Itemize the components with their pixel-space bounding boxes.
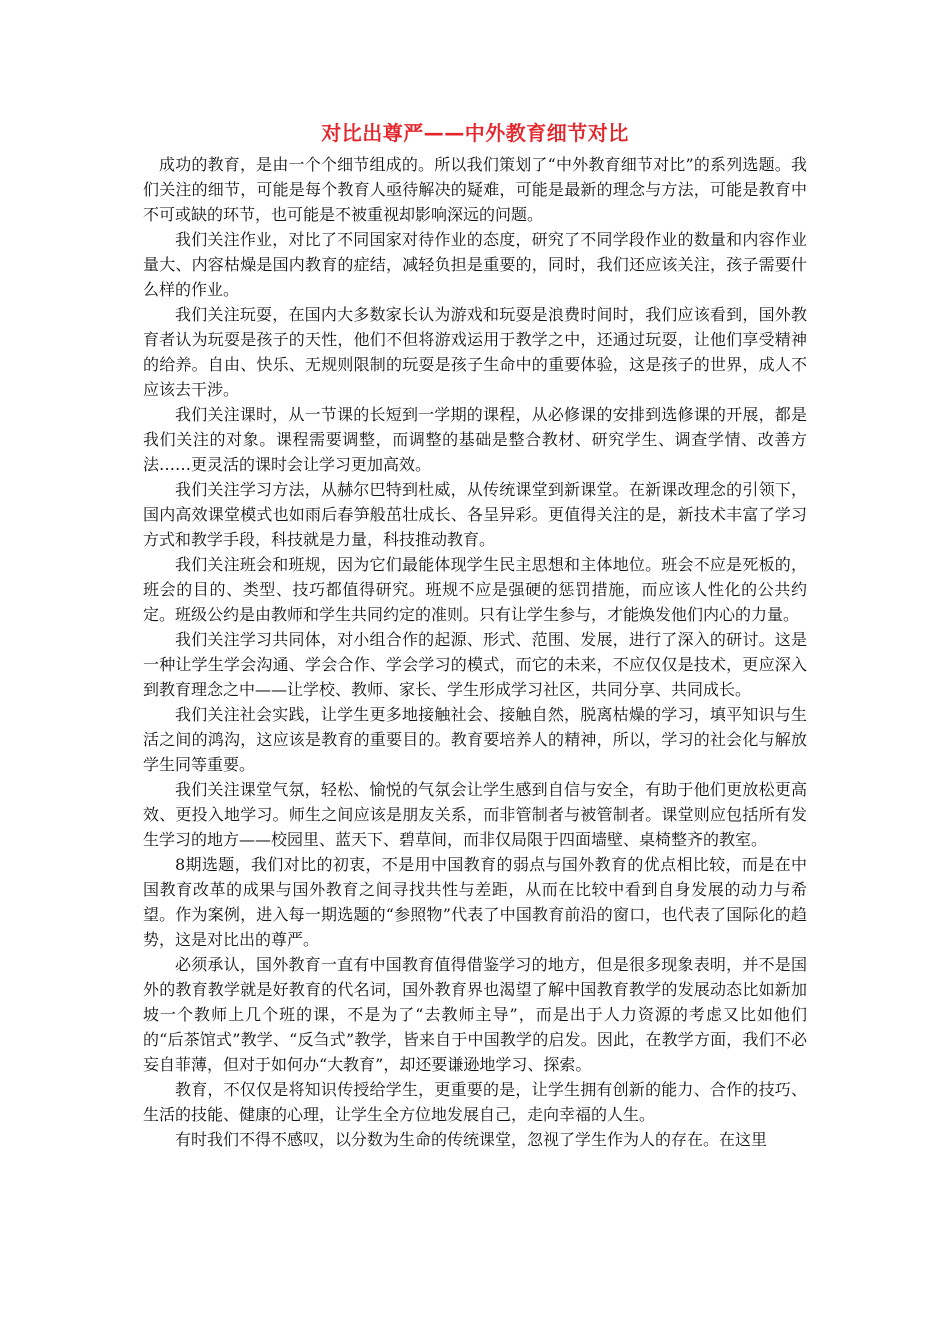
paragraph-7: 我们关注学习共同体，对小组合作的起源、形式、范围、发展，进行了深入的研讨。这是一种让学生学会沟通、学会合作、学会学习的模式，而它的未来，不应仅仅是技术，更应深入到教育理念之中——让学校、教师、家长、学生形成学习社区，共同分享、共同成长。 (143, 630, 807, 699)
paragraph-13: 有时我们不得不感叹，以分数为生命的传统课堂，忽视了学生作为人的存在。在这里 (175, 1130, 768, 1149)
paragraph-3: 我们关注玩耍，在国内大多数家长认为游戏和玩耍是浪费时间时，我们应该看到，国外教育者认为玩耍是孩子的天性，他们不但将游戏运用于教学之中，还通过玩耍，让他们享受精神的给养。自由、快乐、无规则限制的玩耍是孩子生命中的重要体验，这是孩子的世界，成人不应该去干涉。 (143, 305, 807, 399)
paragraph-11: 必须承认，国外教育一直有中国教育值得借鉴学习的地方，但是很多现象表明，并不是国外的教育教学就是好教育的代名词，国外教育界也渴望了解中国教育教学的发展动态比如新加坡一个教师上几个班的课，不是为了“去教师主导”，而是出于人力资源的考虑又比如他们的“后茶馆式”教学、“反刍式”教学，皆来自于中国教学的启发。因此，在教学方面，我们不必妄自菲薄，但对于如何办“大教育”，却还要谦逊地学习、探索。 (143, 955, 807, 1074)
paragraph-1: 成功的教育，是由一个个细节组成的。所以我们策划了“中外教育细节对比”的系列选题。我们关注的细节，可能是每个教育人亟待解决的疑难，可能是最新的理念与方法，可能是教育中不可或缺的环节，也可能是不被重视却影响深远的问题。 (143, 155, 807, 224)
paragraph-9: 我们关注课堂气氛，轻松、愉悦的气氛会让学生感到自信与安全，有助于他们更放松更高效、更投入地学习。师生之间应该是朋友关系，而非管制者与被管制者。课堂则应包括所有发生学习的地方——校园里、蓝天下、碧草间，而非仅局限于四面墙壁、桌椅整齐的教室。 (143, 780, 807, 849)
document-title: 对比出尊严——中外教育细节对比 (321, 121, 629, 145)
paragraph-10: 8期选题，我们对比的初衷，不是用中国教育的弱点与国外教育的优点相比较，而是在中国教育改革的成果与国外教育之间寻找共性与差距，从而在比较中看到自身发展的动力与希望。作为案例，进入每一期选题的“参照物”代表了中国教育前沿的窗口，也代表了国际化的趋势，这是对比出的尊严。 (143, 855, 807, 949)
paragraph-4: 我们关注课时，从一节课的长短到一学期的课程，从必修课的安排到选修课的开展，都是我们关注的对象。课程需要调整，而调整的基础是整合教材、研究学生、调查学情、改善方法……更灵活的课时会让学习更加高效。 (143, 405, 807, 474)
paragraph-5: 我们关注学习方法，从赫尔巴特到杜威，从传统课堂到新课堂。在新课改理念的引领下，国内高效课堂模式也如雨后春笋般茁壮成长、各呈异彩。更值得关注的是，新技术丰富了学习方式和教学手段，科技就是力量，科技推动教育。 (143, 480, 807, 549)
paragraph-6: 我们关注班会和班规，因为它们最能体现学生民主思想和主体地位。班会不应是死板的，班会的目的、类型、技巧都值得研究。班规不应是强硬的惩罚措施，而应该人性化的公共约定。班级公约是由教师和学生共同约定的准则。只有让学生参与，才能焕发他们内心的力量。 (143, 555, 807, 624)
paragraph-8: 我们关注社会实践，让学生更多地接触社会、接触自然，脱离枯燥的学习，填平知识与生活之间的鸿沟，这应该是教育的重要目的。教育要培养人的精神，所以，学习的社会化与解放学生同等重要。 (143, 705, 807, 774)
document-page (143, 120, 807, 1152)
paragraph-2: 我们关注作业，对比了不同国家对待作业的态度，研究了不同学段作业的数量和内容作业量大、内容枯燥是国内教育的症结，减轻负担是重要的，同时，我们还应该关注，孩子需要什么样的作业。 (143, 230, 807, 299)
paragraph-12: 教育，不仅仅是将知识传授给学生，更重要的是，让学生拥有创新的能力、合作的技巧、生活的技能、健康的心理，让学生全方位地发展自己，走向幸福的人生。 (143, 1080, 807, 1124)
